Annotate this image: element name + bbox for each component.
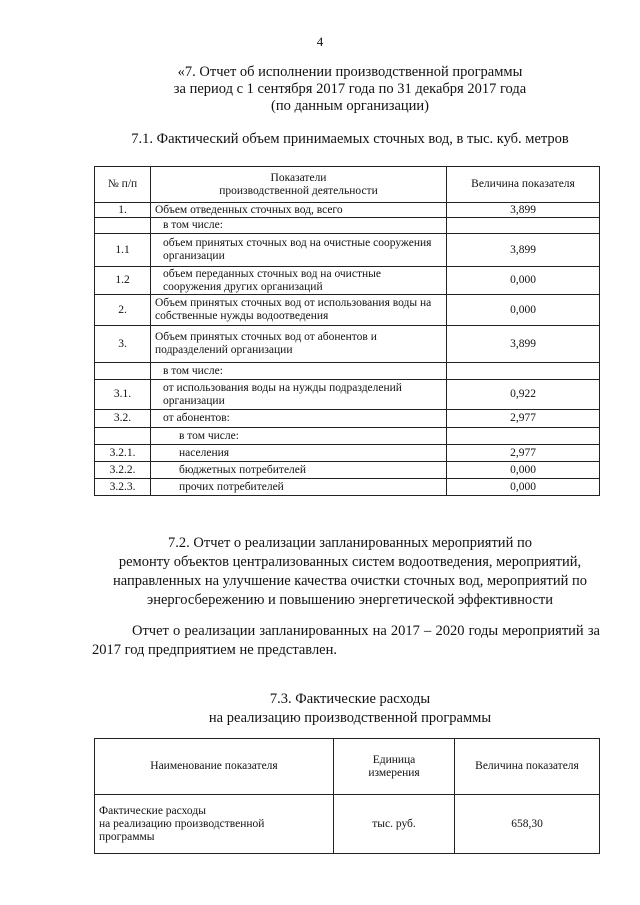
row-num: [95, 218, 151, 234]
row-num: 3.: [95, 326, 151, 363]
table-row: [95, 462, 600, 479]
title-line: (по данным организации): [270, 98, 429, 114]
row-name-line: Фактические расходы: [99, 804, 206, 817]
table-row: [95, 363, 600, 380]
section-7-2-heading: [60, 534, 640, 610]
header-indicator-line: Показатели: [270, 171, 327, 184]
header-name: Наименование показателя: [95, 739, 334, 795]
table-row: [95, 218, 600, 234]
row-value: 0,000: [447, 295, 600, 326]
heading-line: на реализацию производственной программы: [208, 710, 492, 726]
heading-line: 7.2. Отчет о реализации запланированных мероприятий по: [168, 535, 532, 551]
row-value: 0,000: [447, 462, 600, 479]
row-name: населения: [151, 445, 447, 462]
row-num: [95, 363, 151, 380]
row-name: [95, 795, 334, 854]
row-name: Объем принятых сточных вод от абонентов и подразделений организации: [151, 326, 447, 363]
row-num: 3.2.: [95, 410, 151, 428]
row-num: 3.2.1.: [95, 445, 151, 462]
row-num: 1.: [95, 203, 151, 218]
row-value: 2,977: [447, 445, 600, 462]
row-value: [447, 428, 600, 445]
section-7-3-heading: [60, 690, 640, 728]
row-num: [95, 428, 151, 445]
row-name-line: на реализацию производственной: [99, 817, 265, 830]
row-value: 2,977: [447, 410, 600, 428]
wastewater-volume-table: [94, 166, 600, 496]
row-unit: тыс. руб.: [334, 795, 455, 854]
row-value: 3,899: [447, 326, 600, 363]
table-row: [95, 203, 600, 218]
row-value: 3,899: [447, 203, 600, 218]
table-row: [95, 479, 600, 496]
row-name: в том числе:: [151, 218, 447, 234]
row-value: 658,30: [455, 795, 600, 854]
row-num: 2.: [95, 295, 151, 326]
row-name: Объем принятых сточных вод от использования воды на собственные нужды водоотведения: [151, 295, 447, 326]
row-name: объем переданных сточных вод на очистные сооружения других организаций: [151, 267, 447, 295]
table-row: [95, 445, 600, 462]
row-value: [447, 218, 600, 234]
row-num: 1.1: [95, 234, 151, 267]
header-indicator: [151, 167, 447, 203]
row-value: 0,000: [447, 479, 600, 496]
row-value: 0,000: [447, 267, 600, 295]
table-row: [95, 795, 600, 854]
row-value: 3,899: [447, 234, 600, 267]
page-number: 4: [316, 34, 324, 49]
row-name: Объем отведенных сточных вод, всего: [151, 203, 447, 218]
heading-line: ремонту объектов централизованных систем водоотведения, мероприятий,: [118, 554, 582, 570]
row-name: прочих потребителей: [151, 479, 447, 496]
document-title: [60, 64, 640, 115]
heading-line: 7.3. Фактические расходы: [269, 691, 431, 707]
row-num: 3.2.3.: [95, 479, 151, 496]
table-row: [95, 326, 600, 363]
expenses-table: [94, 738, 600, 854]
table-row: [95, 410, 600, 428]
header-value: Величина показателя: [447, 167, 600, 203]
row-num: 3.2.2.: [95, 462, 151, 479]
row-name: бюджетных потребителей: [151, 462, 447, 479]
row-name: в том числе:: [151, 428, 447, 445]
table-row: [95, 234, 600, 267]
header-indicator-line: производственной деятельности: [219, 184, 378, 197]
table-row: [95, 428, 600, 445]
row-num: 3.1.: [95, 380, 151, 410]
header-num: № п/п: [95, 167, 151, 203]
title-line: за период с 1 сентября 2017 года по 31 декабря 2017 года: [173, 81, 527, 97]
heading-line: энергосбережению и повышению энергетической эффективности: [147, 592, 553, 608]
row-value: [447, 363, 600, 380]
row-num: 1.2: [95, 267, 151, 295]
heading-line: направленных на улучшение качества очистки сточных вод, мероприятий по: [112, 573, 588, 589]
table-row: [95, 295, 600, 326]
row-name-line: программы: [99, 830, 155, 843]
header-unit: [334, 739, 455, 795]
row-name: объем принятых сточных вод на очистные сооружения организации: [151, 234, 447, 267]
title-line: «7. Отчет об исполнении производственной программы: [177, 64, 523, 80]
row-name: в том числе:: [151, 363, 447, 380]
row-name: от использования воды на нужды подразделений организации: [151, 380, 447, 410]
row-name: от абонентов:: [151, 410, 447, 428]
section-7-1-heading: 7.1. Фактический объем принимаемых сточных вод, в тыс. куб. метров: [131, 131, 569, 147]
section-7-2-paragraph: Отчет о реализации запланированных на 2017 – 2020 годы мероприятий за 2017 год предприятием не представлен.: [92, 623, 600, 658]
header-unit-line: Единица: [372, 753, 416, 766]
header-unit-line: измерения: [368, 766, 420, 779]
table-row: [95, 267, 600, 295]
table-row: [95, 380, 600, 410]
row-value: 0,922: [447, 380, 600, 410]
header-value: Величина показателя: [455, 739, 600, 795]
